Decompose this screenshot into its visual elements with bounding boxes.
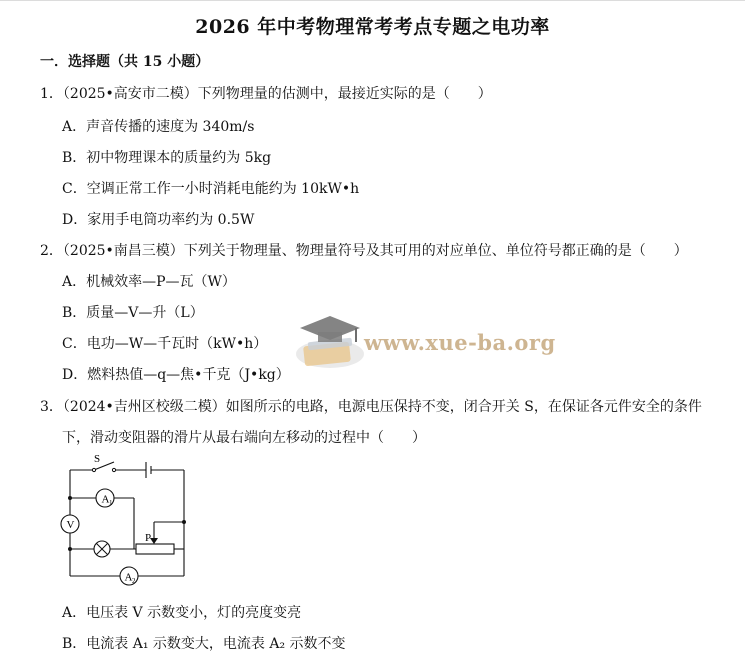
graduation-cap-book-icon — [290, 310, 370, 374]
question-1-option-d: D．家用手电筒功率约为 0.5W — [62, 212, 255, 228]
ammeter-1-label: A — [101, 493, 110, 506]
question-1-option-a: A．声音传播的速度为 340m/s — [62, 119, 255, 135]
question-3-stem-line-1: 3．（2024•吉州区校级二模）如图所示的电路，电源电压保持不变，闭合开关 S，在保证各元件安全的条件 — [40, 399, 702, 415]
question-3-option-b: B．电流表 A₁ 示数变大，电流表 A₂ 示数不变 — [62, 636, 346, 652]
question-1-option-c: C．空调正常工作一小时消耗电能约为 10kW•h — [62, 181, 360, 197]
slider-arrow-icon — [150, 538, 158, 544]
watermark-text: www.xue-ba.org — [364, 330, 556, 355]
ammeter-2-subscript: 2 — [132, 577, 136, 585]
question-2-option-a: A．机械效率—P—瓦（W） — [62, 274, 236, 290]
question-1-option-b: B．初中物理课本的质量约为 5kg — [62, 150, 272, 166]
voltmeter-label: V — [66, 519, 75, 531]
question-2-option-b: B．质量—V—升（L） — [62, 305, 204, 321]
question-3-option-a: A．电压表 V 示数变小，灯的亮度变亮 — [62, 605, 302, 621]
circuit-diagram — [56, 452, 206, 590]
question-2-option-d: D．燃料热值—q—焦•千克（J•kg） — [62, 367, 290, 383]
rheostat-body — [136, 544, 174, 554]
top-divider — [0, 0, 745, 1]
question-2-option-c: C．电功—W—千瓦时（kW•h） — [62, 336, 268, 352]
question-3-stem-line-2: 下，滑动变阻器的滑片从最右端向左移动的过程中（ ） — [62, 430, 426, 446]
switch-label: S — [94, 453, 101, 465]
ammeter-1-subscript: 1 — [109, 499, 113, 507]
slider-label: P — [145, 532, 152, 544]
page-title: 2026 年中考物理常考考点专题之电功率 — [195, 16, 550, 38]
section-heading: 一．选择题（共 15 小题） — [40, 54, 210, 70]
question-2-stem: 2．（2025•南昌三模）下列关于物理量、物理量符号及其可用的对应单位、单位符号都正确的是（ ） — [40, 243, 688, 259]
question-1-stem: 1．（2025•高安市二模）下列物理量的估测中，最接近实际的是（ ） — [40, 86, 492, 102]
ammeter-2-label: A — [124, 571, 133, 584]
